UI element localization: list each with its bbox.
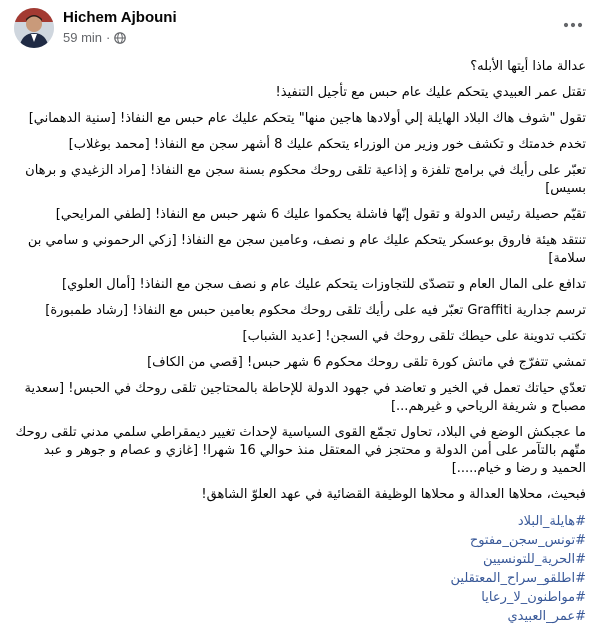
meta-separator: · [106,30,111,45]
post-paragraph: تقتل عمر العبيدي يتحكم عليك عام حبس مع تأجيل التنفيذ! [275,85,586,100]
post-paragraph: تقول "شوف هاك البلاد الهايلة إلي أولادها هاجين منها" يتحكم عليك عام حبس مع النفاذ! [سنية الدهماني] [28,111,586,126]
post-paragraph: ما عجبكش الوضع في البلاد، تحاول تجمّع القوى السياسية لإحداث تغيير ديمقراطي سلمي مدني تلقى روحك متّهم بالتآمر على أمن الدولة و محتجز في المعتقل منذ حوالي 16 شهرا! [غازي و عصام و جوهر و عبد الحميد و رضا و خيام.....] [15,425,586,476]
author-name[interactable]: Hichem Ajbouni [63,9,177,26]
post-paragraph: تكتب تدوينة على حيطك تلقى روحك في السجن! [عديد الشباب] [242,329,586,344]
avatar-image [14,8,54,48]
hashtag-link[interactable]: #مواطنون_لا_رعايا [481,590,586,605]
post-paragraph: ترسم جدارية Graffiti تعبّر فيه على رأيك تلقى روحك محكوم بعامين حبس مع النفاذ! [رشاد طمبورة] [45,303,586,318]
post-paragraph: تمشي تتفرّج في ماتش كورة تلقى روحك محكوم 6 شهر حبس! [قصي من الكاف] [147,355,586,370]
post-paragraph: تنتقد هيئة فاروق بوعسكر يتحكم عليك عام و نصف، وعامين سجن مع النفاذ! [زكي الرحموني و سامي بن سلامة] [27,233,586,266]
hashtag-list [14,512,586,626]
post-timestamp[interactable]: 59 min [63,30,103,45]
post-meta [63,30,126,45]
hashtag-link[interactable]: #عمر_العبيدي [507,609,586,624]
more-options-button[interactable] [558,12,588,38]
post-paragraph: فبحيث، محلاها العدالة و محلاها الوظيفة القضائية في عهد العلوّ الشاهق! [201,487,586,502]
globe-icon[interactable] [114,32,126,44]
post-paragraph: تعدّي حياتك تعمل في الخير و تعاضد في جهود الدولة للإحاطة بالمحتاجين تلقى روحك في الحبس! [سعدية مصباح و شريفة الرياحي و غيرهم...] [24,381,586,414]
post-paragraph: تقيّم حصيلة رئيس الدولة و تقول إنّها فاشلة يحكموا عليك 6 شهر حبس مع النفاذ! [لطفي المرايحي] [55,207,586,222]
post-paragraph: تخدم خدمتك و تكشف خور وزير من الوزراء يتحكم عليك 8 أشهر سجن مع النفاذ! [محمد بوغلاب] [68,137,586,152]
post-paragraph: عدالة ماذا أيتها الأبله؟ [470,59,586,74]
more-horizontal-icon [563,22,583,28]
hashtag-link[interactable]: #تونس_سجن_مفتوح [469,533,586,548]
post-paragraph: تدافع على المال العام و تتصدّى للتجاوزات يتحكم عليك عام و نصف سجن مع النفاذ! [أمال العلوي] [62,277,586,292]
hashtag-link[interactable]: #الحرية_للتونسيين [483,552,586,567]
hashtag-link[interactable]: #هايلة_البلاد [517,514,586,529]
hashtag-link[interactable]: #اطلقو_سراح_المعتقلين [450,571,586,586]
post-paragraph: تعبّر على رأيك في برامج تلفزة و إذاعية تلقى روحك محكوم بسنة سجن مع النفاذ! [مراد الزغيدي و برهان بسيس] [25,163,586,196]
avatar[interactable] [14,8,54,48]
post-header [0,0,600,50]
post-body [14,58,586,626]
